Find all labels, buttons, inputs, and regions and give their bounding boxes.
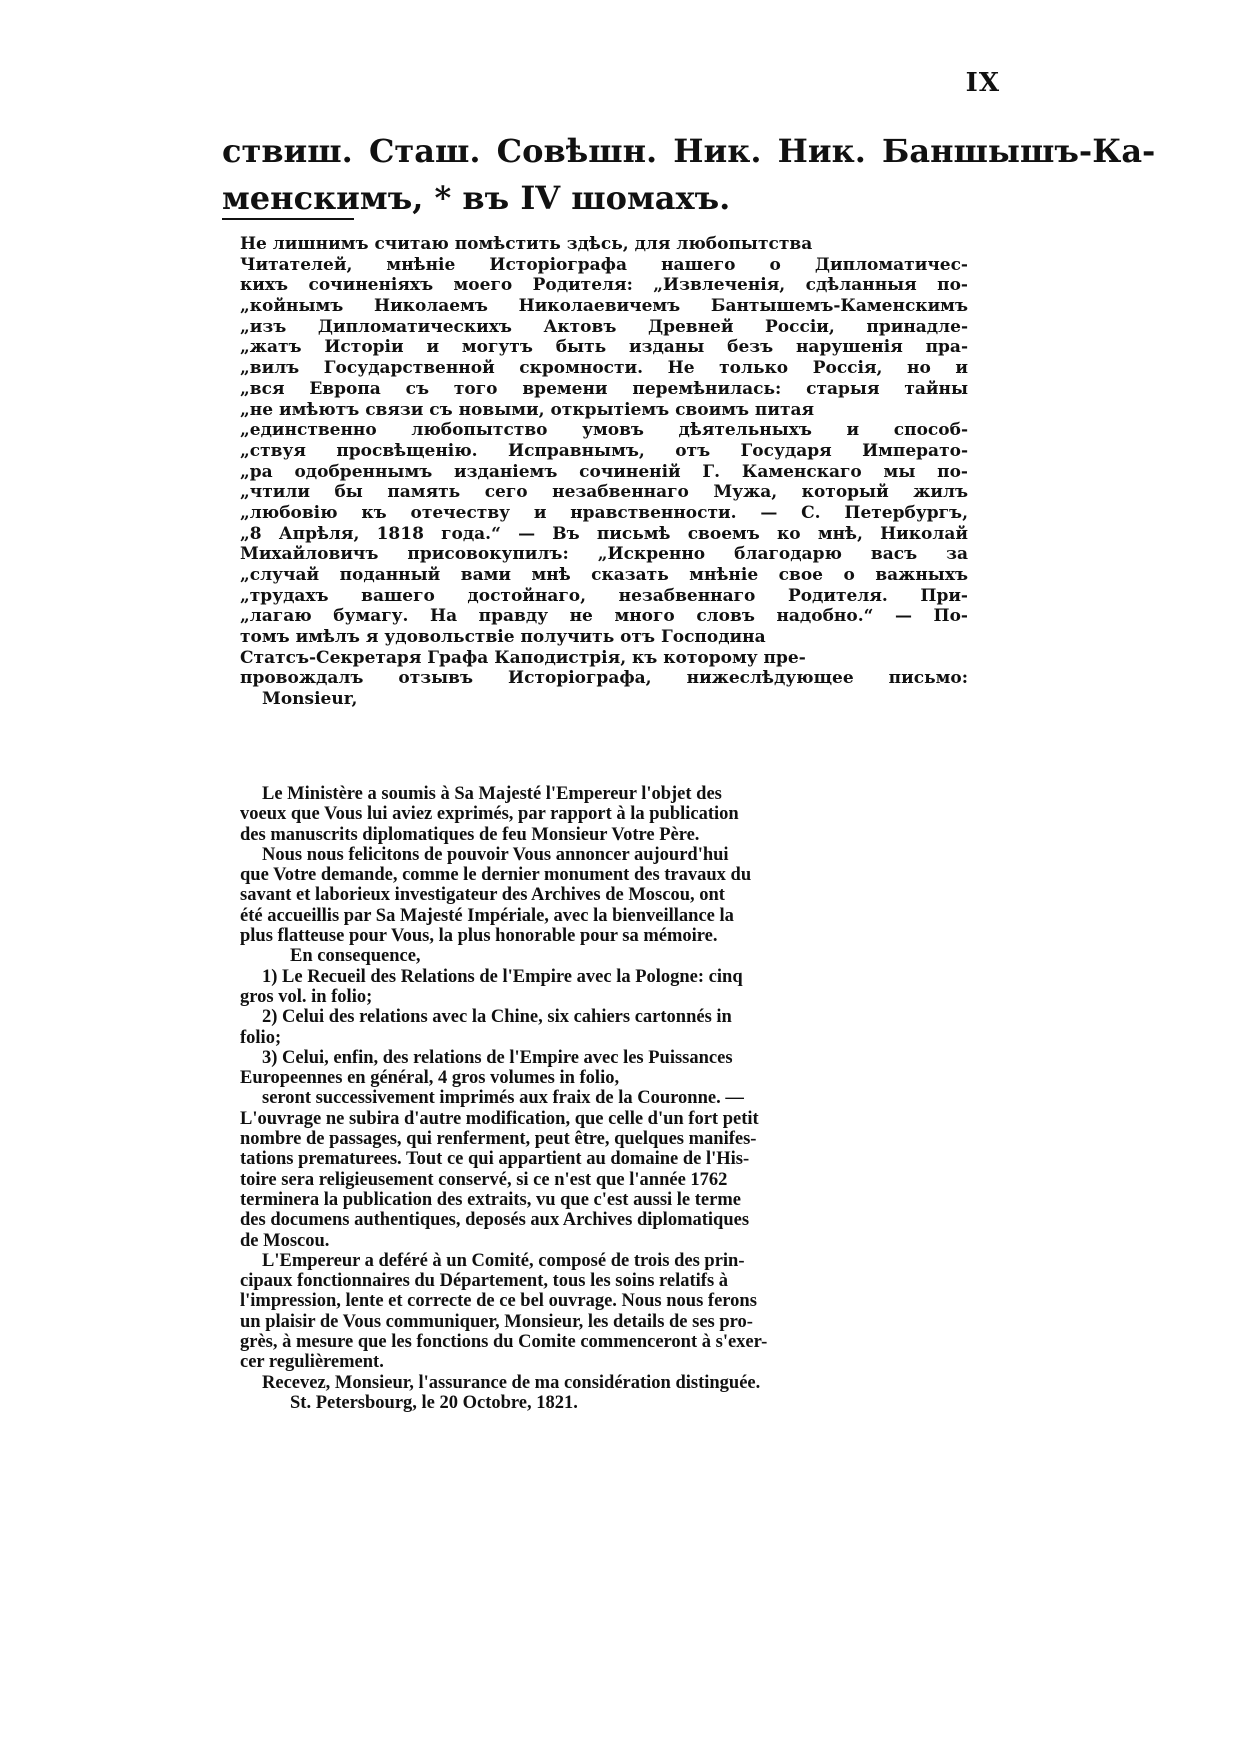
letter-line: terminera la publication des extraits, vu que c'est aussi le terme [240,1189,741,1210]
footnote-russian [240,234,968,710]
footnote-line: „случай поданный вами мнѣ сказать мнѣніе свое о важныхъ [240,565,968,585]
letter-line: que Votre demande, comme le dernier monument des travaux du [240,865,752,886]
footnote-line: „лагаю бумагу. На правду не много словъ надобно.“ — По- [240,606,968,627]
footnote-line: „единственно любопытство умовъ дѣятельныхъ и способ- [240,420,968,441]
letter-line: plus flatteuse pour Vous, la plus honorable pour sa mémoire. [240,926,718,947]
footnote-line: Михайловичъ присовокупилъ: „Искренно благодарю васъ за [240,544,968,565]
letter-closing: Recevez, Monsieur, l'assurance de ma considération distinguée. [262,1372,761,1393]
heading-line-2: менскимъ, * въ IV шомахъ. [222,179,731,217]
footnote-line: „вилъ Государственной скромности. Не только Россія, но и [240,358,968,379]
letter-line: savant et laborieux investigateur des Archives de Moscou, ont [240,885,725,906]
letter-line: des manuscrits diplomatiques de feu Monsieur Votre Père. [240,824,700,845]
footnote-line: провождалъ отзывъ Исторіографа, нижеслѣдующее письмо: [240,668,968,689]
footnote-line: „чтили бы память сего незабвеннаго Мужа, который жилъ [240,482,968,503]
letter-line: seront successivement imprimés aux fraix de la Couronne. — [262,1088,744,1109]
page-number: IX [965,68,1000,98]
letter-line: été accueillis par Sa Majesté Impériale, avec la bienveillance la [240,905,734,926]
letter-line: nombre de passages, qui renferment, peut être, quelques manifes- [240,1129,757,1150]
page-heading [222,128,1156,222]
letter-line: des documens authentiques, deposés aux Archives diplomatiques [240,1210,750,1231]
footnote-line: „не имѣютъ связи съ новыми, открытіемъ своимъ питая [240,399,815,420]
letter-dateline: St. Petersbourg, le 20 Octobre, 1821. [290,1392,578,1413]
letter-line: Le Ministère a soumis à Sa Majesté l'Empereur l'objet des [262,784,722,804]
footnote-line: Читателей, мнѣніе Исторіографа нашего о Дипломатичес- [240,254,968,275]
footnote-line: „любовію къ отечеству и нравственности. — С. Петербургъ, [240,502,968,523]
letter-line: 2) Celui des relations avec la Chine, six cahiers cartonnés in [262,1007,732,1028]
letter-line: cer regulièrement. [240,1352,384,1373]
letter-line: gros vol. in folio; [240,986,373,1007]
letter-french [240,784,968,1413]
letter-line: folio; [240,1027,282,1048]
letter-line: Nous nous felicitons de pouvoir Vous annoncer aujourd'hui [262,844,729,865]
footnote-line: кихъ сочиненіяхъ моего Родителя: „Извлеченія, сдѣланныя по- [240,275,968,296]
heading-line-1: ствиш. Сташ. Совѣшн. Ник. Ник. Баншышъ-Ка- [222,132,1156,170]
footnote-line: Не лишнимъ считаю помѣстить здѣсь, для любопытства [240,234,813,254]
letter-line: 1) Le Recueil des Relations de l'Empire avec la Pologne: cinq [262,966,743,987]
letter-line: l'impression, lente et correcte de ce bel ouvrage. Nous nous ferons [240,1291,757,1312]
letter-line: 3) Celui, enfin, des relations de l'Empire avec les Puissances [262,1047,733,1068]
footnote-separator [222,218,354,220]
letter-line: tations prematurees. Tout ce qui appartient au domaine de l'His- [240,1149,750,1170]
footnote-line: томъ имѣлъ я удовольствіе получить отъ Господина [240,627,766,648]
letter-line: cipaux fonctionnaires du Département, tous les soins relatifs à [240,1271,729,1292]
letter-salutation: Monsieur, [262,689,358,710]
footnote-line: Статсъ-Секретаря Графа Каподистрія, къ которому пре- [240,647,806,668]
letter-line: L'Empereur a deféré à un Comité, composé de trois des prin- [262,1250,745,1271]
letter-line: toire sera religieusement conservé, si ce n'est que l'année 1762 [240,1169,728,1190]
footnote-line: „жатъ Исторіи и могутъ быть изданы безъ нарушенія пра- [240,337,968,358]
letter-line: En consequence, [290,946,421,967]
letter-line: voeux que Vous lui aviez exprimés, par rapport à la publication [240,804,739,825]
footnote-line: „койнымъ Николаемъ Николаевичемъ Бантышемъ-Каменскимъ [240,296,968,317]
footnote-line: „вся Европа съ того времени перемѣнилась: старыя тайны [240,378,968,399]
footnote-line: „ра одобреннымъ изданіемъ сочиненій Г. Каменскаго мы по- [240,461,968,482]
letter-line: Europeennes en général, 4 gros volumes in folio, [240,1068,620,1089]
footnote-line: „трудахъ вашего достойнаго, незабвеннаго Родителя. При- [240,585,968,606]
footnote-line: „изъ Дипломатическихъ Актовъ Древней Россіи, принадле- [240,316,968,337]
letter-line: grès, à mesure que les fonctions du Comite commenceront à s'exer- [240,1332,768,1353]
letter-line: L'ouvrage ne subira d'autre modification, que celle d'un fort petit [240,1108,759,1129]
footnote-line: „8 Апрѣля, 1818 года.“ — Въ письмѣ своемъ ко мнѣ, Николай [240,523,968,544]
letter-line: un plaisir de Vous communiquer, Monsieur, les details de ses pro- [240,1311,753,1332]
letter-line: de Moscou. [240,1230,330,1251]
footnote-line: „ствуя просвѣщенію. Исправнымъ, отъ Государя Императо- [240,440,968,461]
